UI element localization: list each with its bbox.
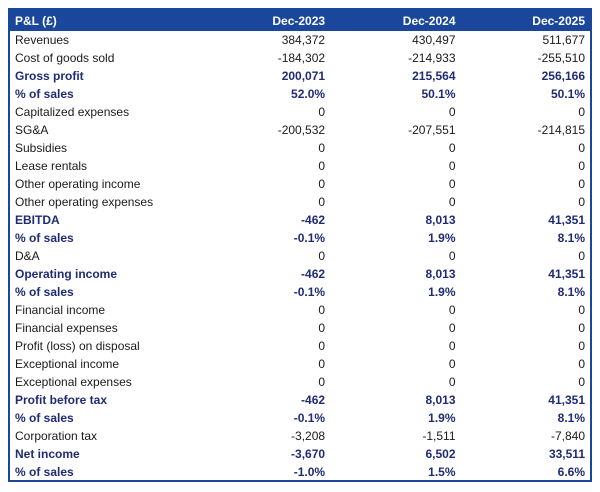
table-row [9,427,591,445]
row-label: Corporation tax [15,429,98,443]
row-value-dec-2023: 0 [318,249,326,263]
row-value-dec-2025: 8.1% [557,231,585,245]
row-value-dec-2025: -7,840 [550,429,585,443]
row-label: % of sales [15,464,74,479]
table-row [9,337,591,355]
table-row [9,391,591,409]
row-label: SG&A [15,123,49,137]
row-value-dec-2024: 8,013 [425,393,456,407]
row-value-dec-2023: 384,372 [281,33,326,47]
row-value-dec-2025: 0 [578,357,585,371]
row-value-dec-2025: -214,815 [537,123,585,137]
row-label: Gross profit [15,69,84,83]
row-value-dec-2023: 0 [318,303,326,317]
row-value-dec-2025: 41,351 [548,267,585,281]
row-value-dec-2024: 0 [448,159,456,173]
row-label: % of sales [15,231,74,245]
row-value-dec-2024: 0 [448,375,456,389]
row-value-dec-2024: -207,551 [408,123,456,137]
row-label: % of sales [15,285,74,299]
row-value-dec-2023: 0 [318,357,326,371]
row-value-dec-2023: -462 [301,213,326,227]
row-value-dec-2023: 0 [318,339,326,353]
row-value-dec-2023: 0 [318,195,326,209]
row-value-dec-2025: 8.1% [557,285,585,299]
row-value-dec-2024: 430,497 [412,33,456,47]
row-value-dec-2025: 0 [578,303,585,317]
row-value-dec-2023: -462 [301,393,326,407]
table-row [9,463,591,481]
row-label: Exceptional expenses [15,375,132,389]
table-row [9,121,591,139]
row-value-dec-2023: -0.1% [293,231,326,245]
table-row [9,319,591,337]
pnl-table [8,8,592,482]
table-header-row [9,9,591,31]
row-value-dec-2023: -184,302 [277,51,326,65]
column-header-dec-2024: Dec-2024 [330,9,460,31]
row-label: % of sales [15,87,74,101]
row-value-dec-2025: -255,510 [537,51,585,65]
row-label: Exceptional income [15,357,120,371]
row-label: Net income [15,447,80,461]
row-value-dec-2023: 0 [318,375,326,389]
row-value-dec-2025: 0 [578,177,585,191]
row-value-dec-2024: 0 [448,303,456,317]
row-value-dec-2025: 0 [578,141,585,155]
row-label: % of sales [15,411,74,425]
row-label: D&A [15,249,40,263]
table-row [9,193,591,211]
row-value-dec-2023: 0 [318,141,326,155]
row-label: Profit (loss) on disposal [15,339,140,353]
row-value-dec-2025: 50.1% [550,87,585,101]
row-label: Revenues [15,33,70,47]
row-value-dec-2025: 41,351 [548,393,585,407]
row-value-dec-2024: 0 [448,141,456,155]
row-label: Other operating income [15,177,141,191]
table-row [9,49,591,67]
row-value-dec-2023: -1.0% [293,464,326,479]
row-value-dec-2024: 1.9% [428,411,456,425]
row-value-dec-2023: 200,071 [281,69,326,83]
row-label: EBITDA [15,213,60,227]
row-label: Financial expenses [15,321,118,335]
table-row [9,373,591,391]
row-value-dec-2024: 0 [448,339,456,353]
table-row [9,265,591,283]
row-label: Lease rentals [15,159,88,173]
row-value-dec-2025: 0 [578,195,585,209]
row-value-dec-2025: 0 [578,249,585,263]
row-value-dec-2023: 52.0% [291,87,326,101]
table-row [9,85,591,103]
column-header-dec-2023: Dec-2023 [200,9,330,31]
table-row [9,31,591,49]
row-label: Other operating expenses [15,195,154,209]
row-value-dec-2025: 511,677 [542,33,585,47]
table-row [9,355,591,373]
table-row [9,229,591,247]
table-row [9,211,591,229]
row-value-dec-2023: 0 [318,159,326,173]
row-value-dec-2025: 0 [578,375,585,389]
row-label: Profit before tax [15,393,108,407]
row-value-dec-2025: 41,351 [548,213,585,227]
table-row [9,247,591,265]
table-row [9,175,591,193]
row-value-dec-2024: 1.9% [428,231,456,245]
table-row [9,445,591,463]
row-value-dec-2023: -3,670 [291,447,326,461]
row-value-dec-2024: 6,502 [425,447,456,461]
row-value-dec-2024: 50.1% [421,87,456,101]
row-value-dec-2024: 0 [448,105,456,119]
table-title: P&L (£) [9,9,200,31]
table-row [9,283,591,301]
row-value-dec-2025: 0 [578,105,585,119]
row-value-dec-2023: 0 [318,105,326,119]
row-value-dec-2025: 0 [578,321,585,335]
table-row [9,157,591,175]
row-value-dec-2024: -214,933 [408,51,456,65]
row-value-dec-2024: 1.9% [428,285,456,299]
table-row [9,103,591,121]
table-row [9,67,591,85]
row-value-dec-2025: 0 [578,339,585,353]
row-value-dec-2023: -0.1% [293,411,326,425]
row-value-dec-2024: -1,511 [422,429,456,443]
row-value-dec-2025: 0 [578,159,585,173]
row-value-dec-2024: 0 [448,177,456,191]
row-label: Financial income [15,303,106,317]
row-value-dec-2023: -200,532 [277,123,326,137]
row-value-dec-2024: 8,013 [425,213,456,227]
row-value-dec-2023: 0 [318,321,326,335]
row-label: Subsidies [15,141,68,155]
column-header-dec-2025: Dec-2025 [461,9,591,31]
row-value-dec-2024: 0 [448,321,456,335]
table-row [9,301,591,319]
row-value-dec-2023: 0 [318,177,326,191]
row-label: Capitalized expenses [15,105,130,119]
row-value-dec-2024: 8,013 [425,267,456,281]
row-value-dec-2025: 6.6% [557,464,585,479]
row-value-dec-2024: 0 [448,249,456,263]
row-label: Cost of goods sold [15,51,115,65]
row-value-dec-2024: 0 [448,195,456,209]
row-value-dec-2023: -0.1% [293,285,326,299]
row-value-dec-2023: -462 [301,267,326,281]
row-value-dec-2023: -3,208 [291,429,326,443]
table-row [9,409,591,427]
row-label: Operating income [15,267,118,281]
row-value-dec-2024: 1.5% [428,464,456,479]
row-value-dec-2024: 215,564 [412,69,456,83]
row-value-dec-2025: 8.1% [557,411,585,425]
row-value-dec-2025: 33,511 [548,447,585,461]
row-value-dec-2025: 256,166 [541,69,585,83]
row-value-dec-2024: 0 [448,357,456,371]
table-row [9,139,591,157]
